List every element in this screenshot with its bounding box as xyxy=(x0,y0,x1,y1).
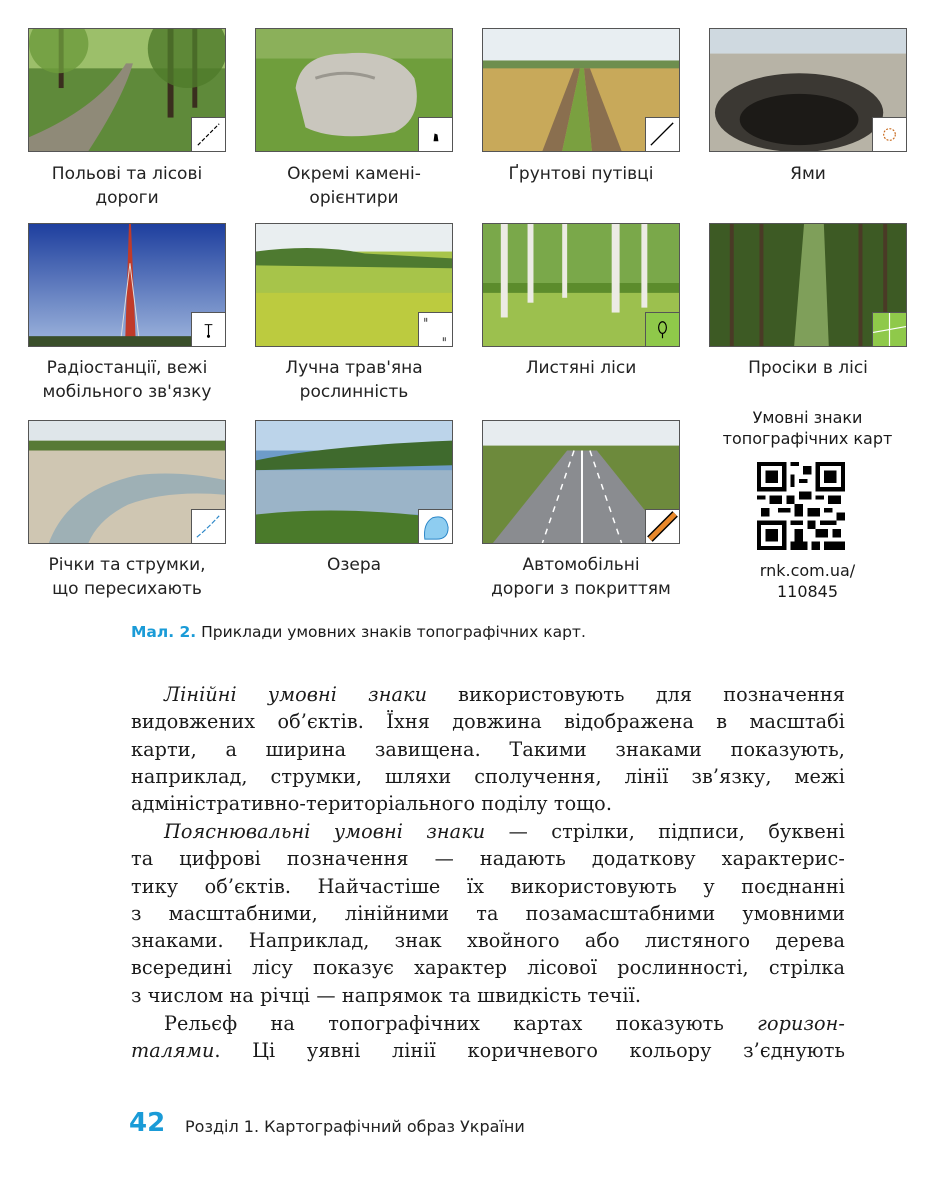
photo-meadow xyxy=(255,223,453,347)
figure-caption: Окремі камені- орієнтири xyxy=(287,164,421,208)
paragraph-explanatory-signs: Пояснювальні умовні знаки — стрілки, підписи, буквені та цифрові позначення — надають додаткову характерис- тику об’єктів. Найчастіше їх використовують у поєднанні з масштабними, лінійними та позамасштабними умовними знаками. Наприклад, знак хвойного або листяного дерева всередині лісу показує характер лісової рослинності, стрілка з числом на річці — напрямок та швидкість течії. xyxy=(131,820,845,1007)
qr-title: Умовні знаки топографічних карт xyxy=(722,408,893,448)
dirt-road-symbol xyxy=(645,117,679,151)
qr-code-icon[interactable] xyxy=(757,462,845,550)
figure-caption: Автомобільні дороги з покриттям xyxy=(491,555,671,599)
photo-highway xyxy=(482,420,680,544)
figure-caption: Радіостанції, вежі мобільного зв'язку xyxy=(42,358,212,402)
photo-field-road xyxy=(28,28,226,152)
lake-symbol xyxy=(418,509,452,543)
stone-symbol xyxy=(418,117,452,151)
figure-label: Мал. 2. xyxy=(131,623,197,641)
page-number: 42 xyxy=(129,1108,166,1138)
clearing-symbol xyxy=(872,312,906,346)
photo-stone xyxy=(255,28,453,152)
figure-caption: Річки та струмки, що пересихають xyxy=(48,555,206,599)
photo-pit xyxy=(709,28,907,152)
qr-link[interactable]: rnk.com.ua/ 110845 xyxy=(759,561,856,601)
meadow-symbol xyxy=(418,312,452,346)
photo-drying-river xyxy=(28,420,226,544)
section-title: Розділ 1. Картографічний образ України xyxy=(185,1117,525,1136)
figure-caption: Ями xyxy=(790,164,826,184)
figure-caption-text: Приклади умовних знаків топографічних карт. xyxy=(201,623,586,641)
photo-birch-forest xyxy=(482,223,680,347)
drying-river-symbol xyxy=(191,509,225,543)
photo-dirt-road xyxy=(482,28,680,152)
figure-caption: Лучна трав'яна рослинність xyxy=(285,358,423,402)
deciduous-forest-symbol xyxy=(645,312,679,346)
figure-caption: Ґрунтові путівці xyxy=(508,164,654,184)
dashed-road-symbol xyxy=(191,117,225,151)
figure-caption: Листяні ліси xyxy=(525,358,637,378)
figure-caption: Просіки в лісі xyxy=(748,358,868,378)
figure-caption-main xyxy=(131,623,586,641)
pit-symbol xyxy=(872,117,906,151)
figure-caption: Польові та лісові дороги xyxy=(51,164,203,208)
tower-symbol xyxy=(191,312,225,346)
paved-road-symbol xyxy=(645,509,679,543)
photo-lake xyxy=(255,420,453,544)
figure-caption: Озера xyxy=(326,555,382,575)
photo-tower xyxy=(28,223,226,347)
paragraph-linear-signs: Лінійні умовні знаки використовують для позначення видовжених об’єктів. Їхня довжина відображена в масштабі карти, а ширина завищена. Такими знаками показують, наприклад, струмки, шляхи сполучення, лінії зв’язку, межі адміністративно-територіального поділу тощо. xyxy=(131,683,845,816)
paragraph-relief: Рельєф на топографічних картах показують горизон- талями. Ці уявні лінії коричневого кольору з’єднують xyxy=(131,1012,845,1063)
photo-forest-clearing xyxy=(709,223,907,347)
